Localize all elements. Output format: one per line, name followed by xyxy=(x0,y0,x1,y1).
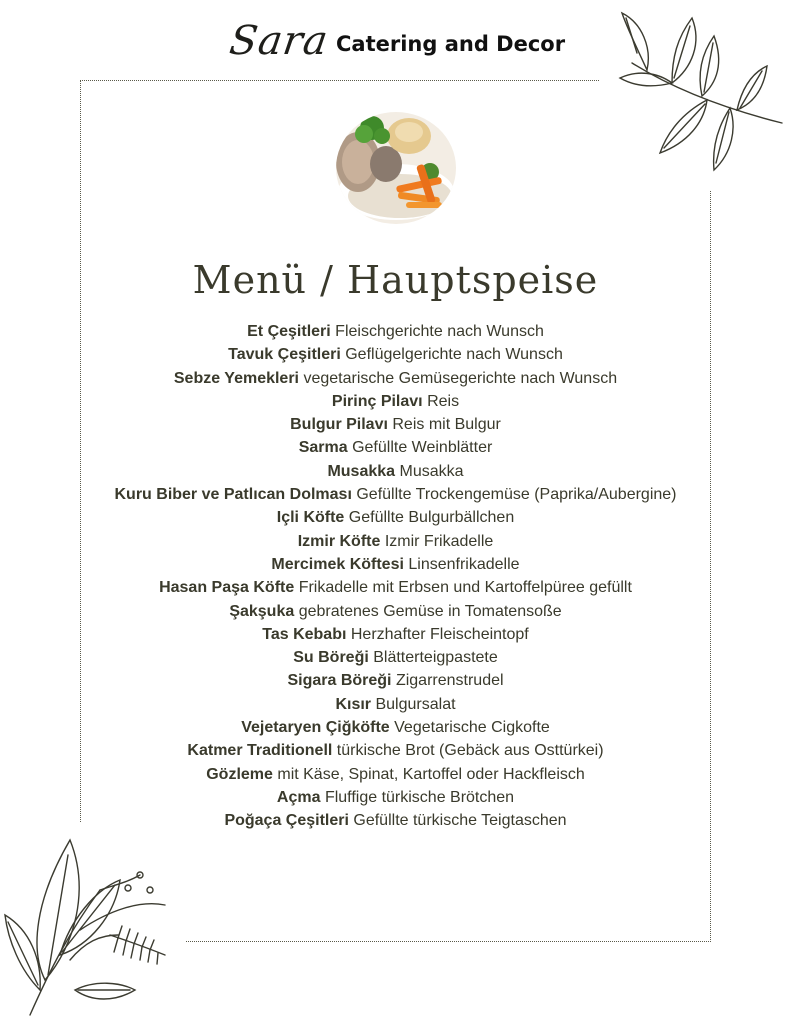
menu-title: Menü / Hauptspeise xyxy=(192,258,599,302)
menu-item xyxy=(0,693,791,716)
menu-list xyxy=(0,320,791,833)
menu-item-name: Vejetaryen Çiğköfte xyxy=(241,719,390,737)
menu-item xyxy=(0,739,791,762)
menu-item-description: Blätterteigpastete xyxy=(373,649,498,667)
menu-item xyxy=(0,460,791,483)
leaf-branch-icon xyxy=(612,8,787,178)
menu-item xyxy=(0,483,791,506)
menu-item-name: Mercimek Köftesi xyxy=(271,555,404,573)
menu-item xyxy=(0,623,791,646)
menu-item-name: Su Böreği xyxy=(293,649,369,667)
food-plate-photo xyxy=(336,112,456,224)
menu-item xyxy=(0,553,791,576)
menu-item-description: Reis mit Bulgur xyxy=(392,416,501,434)
menu-item-description: Gefüllte Trockengemüse (Paprika/Aubergine) xyxy=(356,486,677,504)
menu-item-description: Gefüllte Weinblätter xyxy=(352,439,493,457)
menu-item-name: Et Çeşitleri xyxy=(247,323,331,340)
menu-item-description: Zigarrenstrudel xyxy=(395,672,504,690)
menu-item-description: Musakka xyxy=(399,462,464,480)
menu-item-name: Açma xyxy=(276,788,321,806)
menu-item xyxy=(0,320,791,343)
menu-item xyxy=(0,436,791,459)
menu-item-description: Izmir Frikadelle xyxy=(384,532,494,550)
brand-name: Catering and Decor xyxy=(336,32,566,56)
menu-item xyxy=(0,506,791,529)
menu-item-name: Sarma xyxy=(298,439,348,457)
menu-item-name: Şakşuka xyxy=(229,602,295,620)
menu-item-description: Herzhafter Fleischeintopf xyxy=(350,625,529,643)
menu-item-description: Fluffige türkische Brötchen xyxy=(324,788,515,806)
menu-item-name: Hasan Paşa Köfte xyxy=(159,579,295,597)
menu-item-description: gebratenes Gemüse in Tomatensoße xyxy=(298,602,562,620)
menu-item xyxy=(0,367,791,390)
menu-item xyxy=(0,530,791,553)
menu-item-name: Pirinç Pilavı xyxy=(331,392,423,410)
menu-item-description: Geflügelgerichte nach Wunsch xyxy=(345,346,563,364)
menu-item-description: Gefüllte türkische Teigtaschen xyxy=(353,812,567,830)
menu-item-description: vegetarische Gemüsegerichte nach Wunsch xyxy=(303,369,618,387)
menu-item-name: Kuru Biber ve Patlıcan Dolması xyxy=(114,486,352,504)
menu-item xyxy=(0,763,791,786)
menu-item xyxy=(0,646,791,669)
menu-item-name: Kısır xyxy=(335,695,372,713)
menu-item-description: Linsenfrikadelle xyxy=(408,555,520,573)
menu-item-description: Fleischgerichte nach Wunsch xyxy=(335,323,544,340)
menu-item xyxy=(0,576,791,599)
menu-item-name: Içli Köfte xyxy=(276,509,345,527)
leaf-branch-icon xyxy=(0,830,180,1020)
brand-logo-script: Sara xyxy=(226,18,332,64)
menu-item-name: Sigara Böreği xyxy=(287,672,392,690)
menu-item-description: mit Käse, Spinat, Kartoffel oder Hackfleisch xyxy=(277,765,585,783)
menu-item-name: Katmer Traditionell xyxy=(187,742,333,760)
menu-item xyxy=(0,343,791,366)
menu-item-name: Gözleme xyxy=(206,765,273,783)
menu-item-name: Izmir Köfte xyxy=(297,532,381,550)
menu-item xyxy=(0,390,791,413)
menu-item-name: Poğaça Çeşitleri xyxy=(224,812,349,830)
menu-item xyxy=(0,786,791,809)
menu-item-description: Bulgursalat xyxy=(375,695,456,713)
menu-item-description: Frikadelle mit Erbsen und Kartoffelpüree gefüllt xyxy=(298,579,632,597)
menu-item xyxy=(0,669,791,692)
menu-item xyxy=(0,600,791,623)
menu-item-name: Tas Kebabı xyxy=(262,625,347,643)
menu-item-description: türkische Brot (Gebäck aus Osttürkei) xyxy=(336,742,604,760)
menu-item xyxy=(0,716,791,739)
menu-item xyxy=(0,413,791,436)
menu-item-name: Tavuk Çeşitleri xyxy=(228,346,341,364)
menu-item-description: Vegetarische Cigkofte xyxy=(394,719,550,737)
menu-item-name: Musakka xyxy=(327,462,396,480)
menu-item-description: Gefüllte Bulgurbällchen xyxy=(348,509,515,527)
menu-item-description: Reis xyxy=(427,392,460,410)
menu-item-name: Bulgur Pilavı xyxy=(290,416,388,434)
menu-item-name: Sebze Yemekleri xyxy=(173,369,299,387)
